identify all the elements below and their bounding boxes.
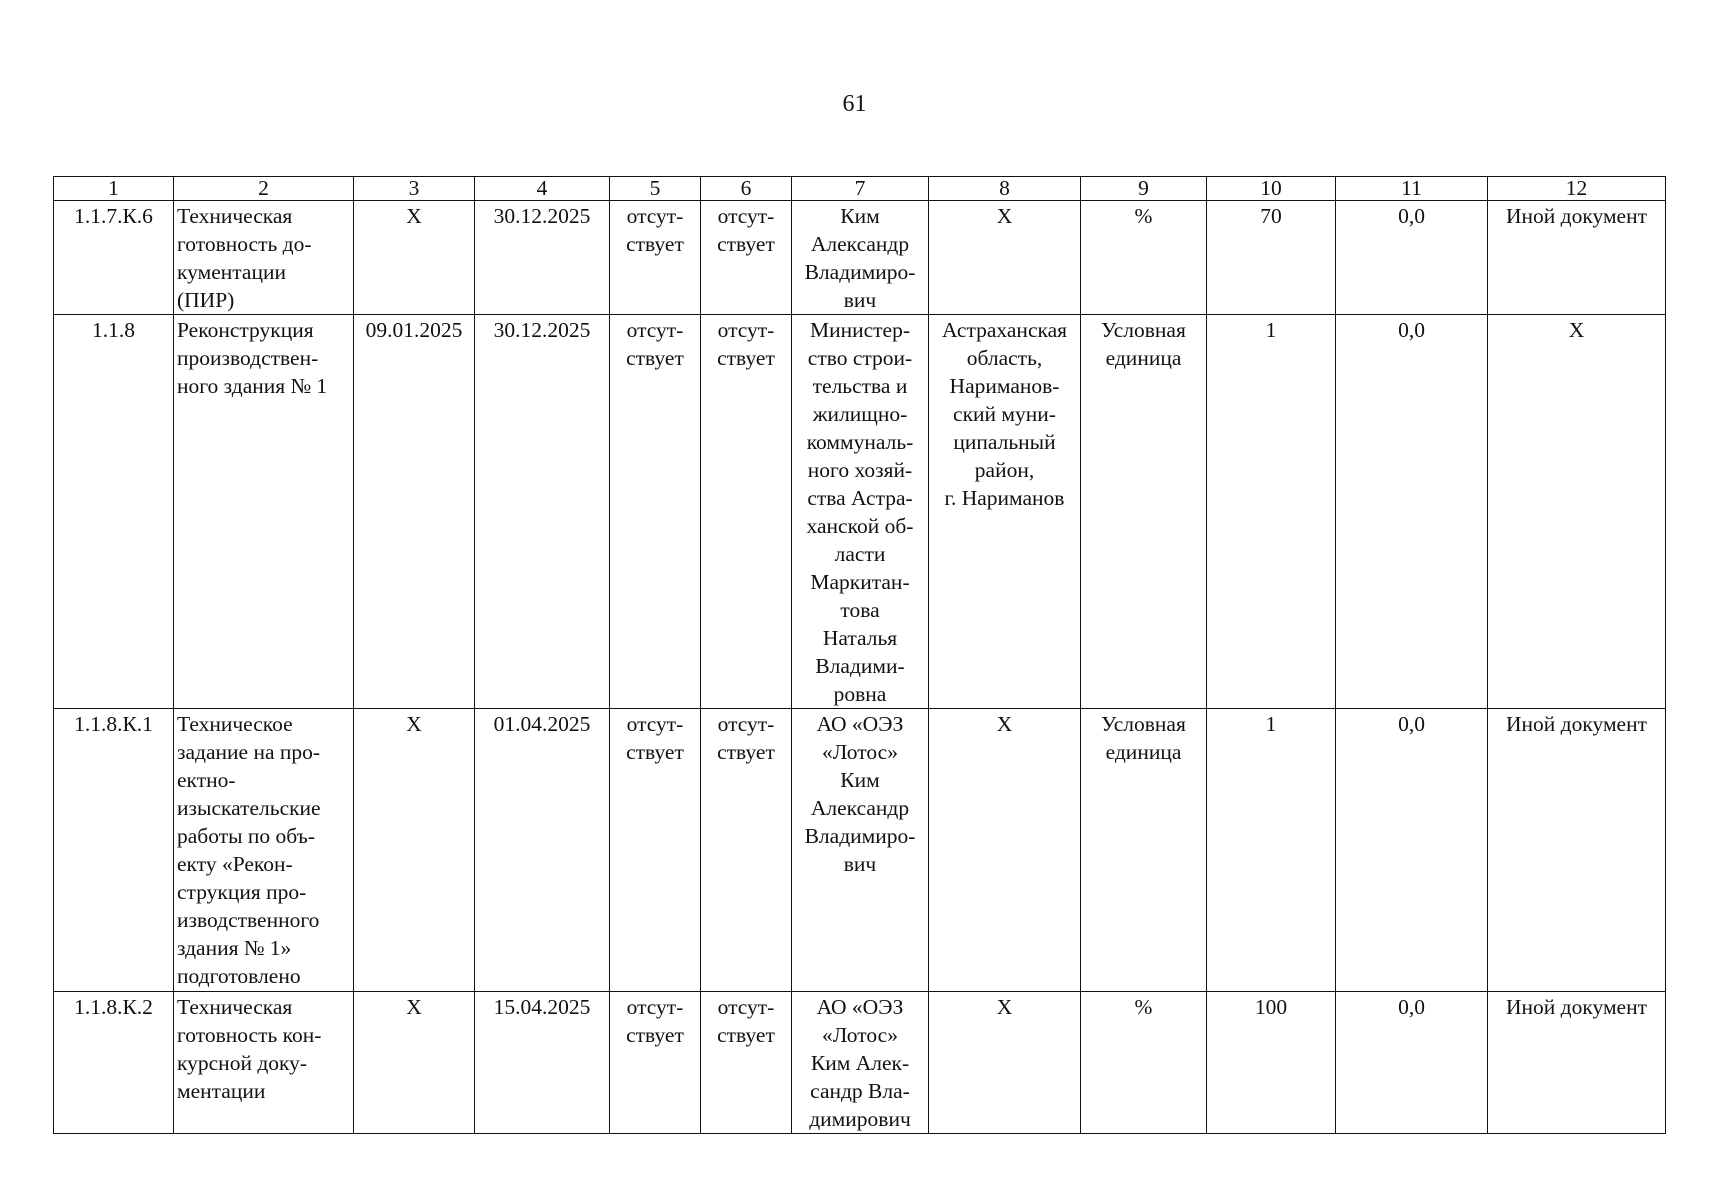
location: X [929, 992, 1081, 1134]
end-date: 01.04.2025 [475, 709, 610, 992]
funding-value: 0,0 [1336, 709, 1488, 992]
column-number: 8 [929, 177, 1081, 201]
unit: % [1081, 201, 1207, 315]
column-number: 2 [174, 177, 354, 201]
end-date: 30.12.2025 [475, 315, 610, 709]
responsible-person: Ким Александр Владимиро- вич [792, 201, 929, 315]
column-5-value: отсут- ствует [610, 315, 701, 709]
end-date: 15.04.2025 [475, 992, 610, 1134]
end-date: 30.12.2025 [475, 201, 610, 315]
column-number: 4 [475, 177, 610, 201]
target-value: 100 [1207, 992, 1336, 1134]
document-type: Иной документ [1488, 201, 1666, 315]
unit: Условная единица [1081, 315, 1207, 709]
column-5-value: отсут- ствует [610, 201, 701, 315]
column-6-value: отсут- ствует [701, 992, 792, 1134]
document-type: X [1488, 315, 1666, 709]
start-date: X [354, 709, 475, 992]
unit: % [1081, 992, 1207, 1134]
funding-value: 0,0 [1336, 315, 1488, 709]
item-code: 1.1.8 [54, 315, 174, 709]
unit: Условная единица [1081, 709, 1207, 992]
location: X [929, 709, 1081, 992]
column-number: 12 [1488, 177, 1666, 201]
column-number-row [54, 177, 1666, 201]
column-number: 9 [1081, 177, 1207, 201]
page-number: 61 [842, 91, 867, 117]
responsible-person: АО «ОЭЗ «Лотос» Ким Александр Владимиро- вич [792, 709, 929, 992]
item-name: Техническая готовность кон- курсной доку- ментации [174, 992, 354, 1134]
funding-value: 0,0 [1336, 992, 1488, 1134]
funding-value: 0,0 [1336, 201, 1488, 315]
column-number: 6 [701, 177, 792, 201]
item-code: 1.1.7.К.6 [54, 201, 174, 315]
item-name: Техническая готовность до- кументации (ПИР) [174, 201, 354, 315]
column-number: 7 [792, 177, 929, 201]
column-number: 11 [1336, 177, 1488, 201]
start-date: 09.01.2025 [354, 315, 475, 709]
start-date: X [354, 992, 475, 1134]
column-6-value: отсут- ствует [701, 315, 792, 709]
item-code: 1.1.8.К.1 [54, 709, 174, 992]
item-name: Техническое задание на про- ектно- изыскательские работы по объ- екту «Рекон- струкция про- изводственного здания № 1» подготовлено [174, 709, 354, 992]
target-value: 1 [1207, 709, 1336, 992]
location: X [929, 201, 1081, 315]
column-number: 10 [1207, 177, 1336, 201]
column-number: 3 [354, 177, 475, 201]
column-5-value: отсут- ствует [610, 992, 701, 1134]
column-number: 1 [54, 177, 174, 201]
document-type: Иной документ [1488, 992, 1666, 1134]
data-table [53, 176, 1666, 1134]
item-name: Реконструкция производствен- ного здания № 1 [174, 315, 354, 709]
column-5-value: отсут- ствует [610, 709, 701, 992]
responsible-person: АО «ОЭЗ «Лотос» Ким Алек- сандр Вла- димирович [792, 992, 929, 1134]
column-6-value: отсут- ствует [701, 709, 792, 992]
document-type: Иной документ [1488, 709, 1666, 992]
start-date: X [354, 201, 475, 315]
responsible-person: Министер- ство строи- тельства и жилищно- коммуналь- ного хозяй- ства Астра- ханской об- ласти Маркитан- това Наталья Владими- ровна [792, 315, 929, 709]
table-row [54, 201, 1666, 315]
table-row [54, 315, 1666, 709]
column-number: 5 [610, 177, 701, 201]
item-code: 1.1.8.К.2 [54, 992, 174, 1134]
column-6-value: отсут- ствует [701, 201, 792, 315]
table-row [54, 709, 1666, 992]
table-row [54, 992, 1666, 1134]
target-value: 1 [1207, 315, 1336, 709]
location: Астраханская область, Нариманов- ский муни- ципальный район, г. Нариманов [929, 315, 1081, 709]
target-value: 70 [1207, 201, 1336, 315]
